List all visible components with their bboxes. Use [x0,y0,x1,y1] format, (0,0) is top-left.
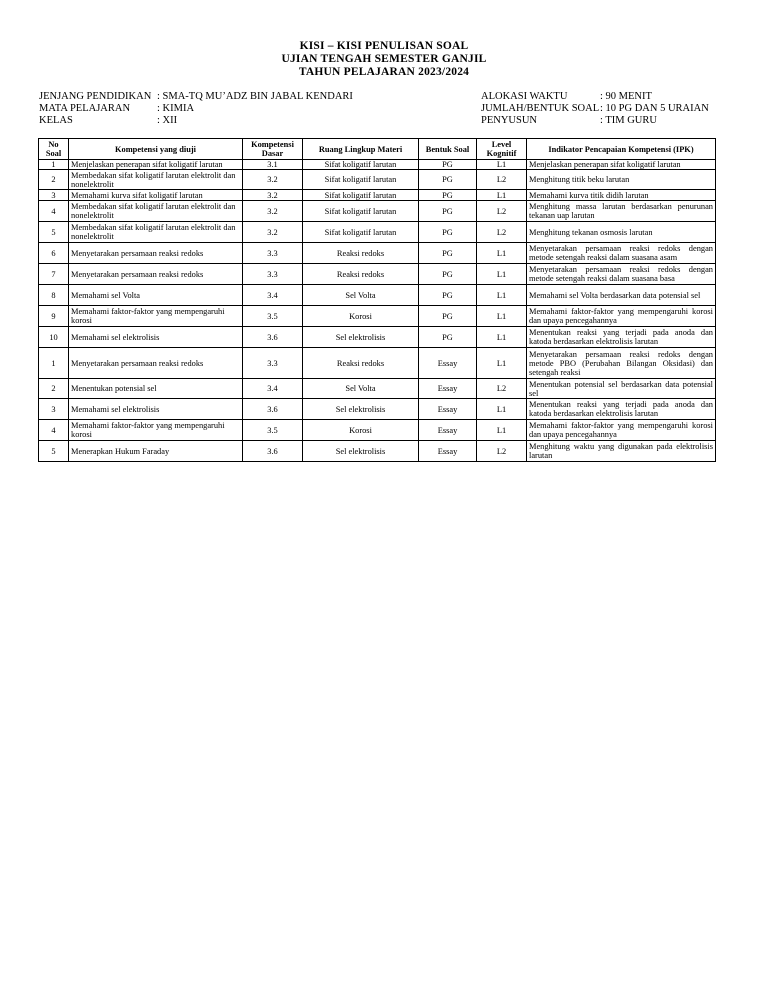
info-label: KELAS [39,115,73,126]
cell-ipk: Menghitung massa larutan berdasarkan penurunan tekanan uap larutan [527,201,716,222]
cell-kompetensi: Menyetarakan persamaan reaksi redoks [69,264,243,285]
info-value: : 10 PG DAN 5 URAIAN [600,103,709,114]
cell-no: 1 [39,348,69,379]
cell-ipk: Menghitung titik beku larutan [527,170,716,190]
cell-kd: 3.5 [243,306,303,327]
col-header-kd: Kompetensi Dasar [243,139,303,160]
cell-no: 9 [39,306,69,327]
table-row [39,243,716,264]
cell-no: 5 [39,441,69,462]
cell-level: L1 [477,264,527,285]
cell-no: 2 [39,379,69,399]
cell-materi: Sel elektrolisis [303,441,419,462]
cell-kd: 3.2 [243,170,303,190]
table-row [39,160,716,170]
cell-level: L1 [477,327,527,348]
cell-no: 7 [39,264,69,285]
info-row-kelas [39,115,353,127]
cell-kd: 3.1 [243,160,303,170]
academic-year: TAHUN PELAJARAN 2023/2024 [298,66,470,78]
cell-kompetensi: Membedakan sifat koligatif larutan elektrolit dan nonelektrolit [69,170,243,190]
table-row [39,420,716,441]
cell-kd: 3.6 [243,441,303,462]
cell-kompetensi: Memahami sel elektrolisis [69,327,243,348]
cell-bentuk: PG [419,160,477,170]
cell-kompetensi: Menerapkan Hukum Faraday [69,441,243,462]
col-header-bentuk: Bentuk Soal [419,139,477,160]
cell-bentuk: PG [419,327,477,348]
table-row [39,348,716,379]
cell-level: L2 [477,379,527,399]
cell-ipk: Menyetarakan persamaan reaksi redoks dengan metode setengah reaksi dalam suasana basa [527,264,716,285]
cell-ipk: Menyetarakan persamaan reaksi redoks dengan metode setengah reaksi dalam suasana asam [527,243,716,264]
table-row [39,190,716,201]
cell-no: 1 [39,160,69,170]
table-row [39,379,716,399]
cell-level: L2 [477,170,527,190]
cell-materi: Reaksi redoks [303,243,419,264]
cell-level: L1 [477,348,527,379]
table-row [39,201,716,222]
info-label: MATA PELAJARAN [39,103,131,114]
cell-bentuk: Essay [419,399,477,420]
document-subtitle: UJIAN TENGAH SEMESTER GANJIL [281,53,487,65]
info-value: : TIM GURU [600,115,657,126]
col-header-materi: Ruang Lingkup Materi [303,139,419,160]
info-value: : KIMIA [157,103,195,114]
cell-level: L1 [477,190,527,201]
cell-bentuk: PG [419,222,477,243]
cell-kd: 3.6 [243,327,303,348]
cell-kd: 3.3 [243,348,303,379]
info-value: : 90 MENIT [600,91,652,102]
table-row [39,327,716,348]
cell-kd: 3.6 [243,399,303,420]
cell-no: 10 [39,327,69,348]
table-row [39,285,716,306]
table-row [39,264,716,285]
table-row [39,441,716,462]
document-title-block [0,40,768,79]
cell-kd: 3.2 [243,201,303,222]
cell-no: 8 [39,285,69,306]
info-value: : XII [157,115,178,126]
cell-bentuk: Essay [419,348,477,379]
cell-ipk: Menentukan reaksi yang terjadi pada anoda dan katoda berdasarkan elektrolisis larutan [527,399,716,420]
cell-materi: Sel Volta [303,379,419,399]
cell-no: 5 [39,222,69,243]
cell-kompetensi: Memahami sel Volta [69,285,243,306]
info-row-alokasi [481,91,709,103]
cell-kompetensi: Membedakan sifat koligatif larutan elektrolit dan nonelektrolit [69,201,243,222]
cell-level: L2 [477,222,527,243]
col-header-ipk: Indikator Pencapaian Kompetensi (IPK) [527,139,716,160]
table-row [39,399,716,420]
cell-materi: Sifat koligatif larutan [303,190,419,201]
cell-no: 4 [39,420,69,441]
info-row-penyusun [481,115,709,127]
cell-materi: Sifat koligatif larutan [303,201,419,222]
cell-bentuk: Essay [419,441,477,462]
cell-kompetensi: Menjelaskan penerapan sifat koligatif larutan [69,160,243,170]
cell-ipk: Menentukan potensial sel berdasarkan data potensial sel [527,379,716,399]
cell-kompetensi: Menyetarakan persamaan reaksi redoks [69,243,243,264]
cell-kompetensi: Membedakan sifat koligatif larutan elektrolit dan nonelektrolit [69,222,243,243]
kisi-table [38,138,716,462]
cell-no: 3 [39,190,69,201]
info-label: JUMLAH/BENTUK SOAL [481,103,600,114]
cell-ipk: Memahami faktor-faktor yang mempengaruhi korosi dan upaya pencegahannya [527,306,716,327]
cell-kompetensi: Memahami sel elektrolisis [69,399,243,420]
cell-bentuk: PG [419,264,477,285]
info-left-block [39,91,353,127]
cell-materi: Sel elektrolisis [303,399,419,420]
cell-materi: Sel elektrolisis [303,327,419,348]
cell-materi: Sifat koligatif larutan [303,170,419,190]
cell-ipk: Menghitung tekanan osmosis larutan [527,222,716,243]
info-row-jenjang [39,91,353,103]
cell-ipk: Memahami faktor-faktor yang mempengaruhi korosi dan upaya pencegahannya [527,420,716,441]
cell-no: 6 [39,243,69,264]
cell-materi: Sifat koligatif larutan [303,160,419,170]
cell-kd: 3.3 [243,264,303,285]
cell-kompetensi: Memahami faktor-faktor yang mempengaruhi korosi [69,306,243,327]
table-header-row [39,139,716,160]
cell-level: L1 [477,285,527,306]
cell-kd: 3.2 [243,222,303,243]
cell-ipk: Menyetarakan persamaan reaksi redoks dengan metode PBO (Perubahan Bilangan Oksidasi) dan setengah reaksi [527,348,716,379]
info-right-block [481,91,709,127]
cell-bentuk: PG [419,170,477,190]
cell-materi: Sel Volta [303,285,419,306]
cell-kd: 3.4 [243,379,303,399]
cell-no: 4 [39,201,69,222]
cell-bentuk: PG [419,243,477,264]
cell-kompetensi: Memahami kurva sifat koligatif larutan [69,190,243,201]
col-header-level: Level Kognitif [477,139,527,160]
cell-kompetensi: Menyetarakan persamaan reaksi redoks [69,348,243,379]
table-row [39,306,716,327]
table-row [39,170,716,190]
info-row-jumlah [481,103,709,115]
info-label: ALOKASI WAKTU [481,91,568,102]
cell-ipk: Menghitung waktu yang digunakan pada elektrolisis larutan [527,441,716,462]
cell-kd: 3.4 [243,285,303,306]
cell-level: L2 [477,201,527,222]
cell-kd: 3.3 [243,243,303,264]
info-label: PENYUSUN [481,115,538,126]
info-row-mapel [39,103,353,115]
cell-materi: Sifat koligatif larutan [303,222,419,243]
cell-ipk: Memahami kurva titik didih larutan [527,190,716,201]
cell-level: L1 [477,160,527,170]
cell-bentuk: PG [419,201,477,222]
cell-kompetensi: Memahami faktor-faktor yang mempengaruhi korosi [69,420,243,441]
cell-materi: Korosi [303,420,419,441]
cell-ipk: Menentukan reaksi yang terjadi pada anoda dan katoda berdasarkan elektrolisis larutan [527,327,716,348]
cell-kd: 3.2 [243,190,303,201]
cell-level: L1 [477,243,527,264]
cell-materi: Reaksi redoks [303,264,419,285]
info-value: : SMA-TQ MU’ADZ BIN JABAL KENDARI [157,91,353,102]
cell-bentuk: Essay [419,420,477,441]
cell-bentuk: PG [419,285,477,306]
col-header-no: No Soal [39,139,69,160]
cell-bentuk: PG [419,190,477,201]
cell-level: L1 [477,399,527,420]
info-label: JENJANG PENDIDIKAN [39,91,152,102]
cell-bentuk: Essay [419,379,477,399]
cell-no: 3 [39,399,69,420]
cell-kd: 3.5 [243,420,303,441]
table-row [39,222,716,243]
cell-ipk: Memahami sel Volta berdasarkan data potensial sel [527,285,716,306]
cell-bentuk: PG [419,306,477,327]
cell-kompetensi: Menentukan potensial sel [69,379,243,399]
cell-materi: Reaksi redoks [303,348,419,379]
document-title: KISI – KISI PENULISAN SOAL [299,40,469,52]
cell-level: L2 [477,441,527,462]
cell-materi: Korosi [303,306,419,327]
cell-level: L1 [477,306,527,327]
col-header-kompetensi: Kompetensi yang diuji [69,139,243,160]
cell-ipk: Menjelaskan penerapan sifat koligatif larutan [527,160,716,170]
cell-no: 2 [39,170,69,190]
cell-level: L1 [477,420,527,441]
